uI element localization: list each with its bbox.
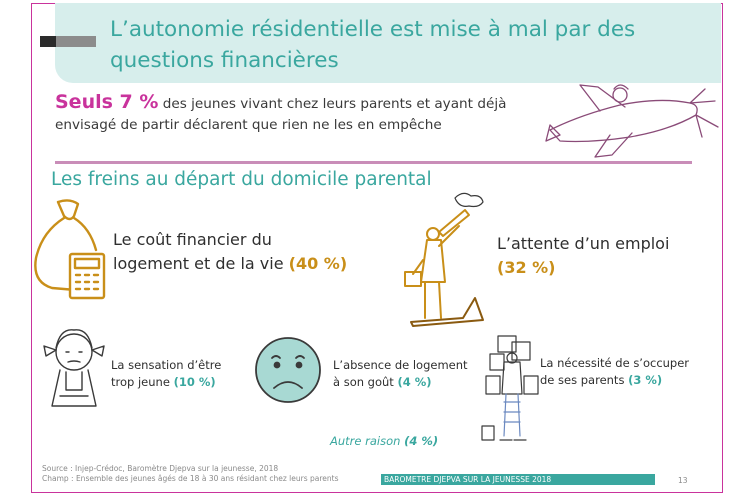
headline-line-1 [55, 92, 555, 115]
other-reason-label: Autre raison [330, 434, 405, 448]
airplane-icon [540, 75, 730, 165]
page-number: 13 [678, 476, 688, 485]
reason-housing-text-2: à son goût [333, 375, 398, 389]
reason-housing-line-2 [333, 374, 468, 391]
reason-cost-pct: (40 %) [288, 254, 348, 273]
reason-job-pct: (32 %) [497, 258, 556, 277]
reason-too-young-text-2: trop jeune [111, 375, 174, 389]
reason-job [497, 232, 669, 280]
headline-highlight: Seuls 7 % [55, 91, 159, 113]
other-reason [330, 434, 438, 448]
reason-care-parents-line-1: La nécessité de s’occuper [540, 356, 690, 370]
sad-face-icon [252, 334, 324, 406]
reason-cost-text-2: logement et de la vie [113, 254, 289, 273]
marker-grey [56, 36, 96, 47]
girl-face-icon [38, 320, 110, 410]
reason-care-parents [540, 355, 689, 389]
other-reason-pct: (4 %) [404, 434, 439, 448]
reason-housing-line-1: L’absence de logement [333, 358, 468, 372]
reason-cost-line-2 [113, 252, 347, 276]
reason-job-line-1: L’attente d’un emploi [497, 234, 670, 253]
reason-care-parents-pct: (3 %) [628, 373, 663, 387]
footer-band: BAROMETRE DJEPVA SUR LA JEUNESSE 2018 [381, 474, 655, 485]
money-bag-calculator-icon [30, 198, 110, 300]
reason-cost [113, 228, 347, 276]
marker-dark [40, 36, 56, 47]
reason-too-young-line-1: La sensation d’être [111, 358, 222, 372]
reason-too-young-pct: (10 %) [173, 375, 216, 389]
title-line-2: questions financières [110, 48, 339, 73]
source-line: Source : Injep-Crédoc, Baromètre Djepva sur la jeunesse, 2018 [42, 464, 279, 473]
headline-line-2: envisagé de partir déclarent que rien ne les en empêche [55, 117, 442, 133]
reason-care-parents-line-2 [540, 372, 689, 389]
person-carrying-bags-icon [484, 332, 542, 460]
headline [55, 92, 555, 136]
title-line-1: L’autonomie résidentielle est mise à mal par des [110, 17, 636, 42]
headline-text-1: des jeunes vivant chez leurs parents et ayant déjà [158, 96, 507, 112]
reason-housing [333, 357, 468, 391]
reason-housing-pct: (4 %) [397, 375, 432, 389]
source-note [42, 464, 372, 484]
scope-line: Champ : Ensemble des jeunes âgés de 18 à 30 ans résidant chez leurs parents [42, 474, 339, 483]
slide-title [110, 14, 710, 76]
reason-care-parents-text-2: de ses parents [540, 373, 629, 387]
title-marker [40, 36, 96, 47]
reason-cost-line-1: Le coût financier du [113, 230, 272, 249]
section-divider [55, 161, 692, 164]
reason-too-young [111, 357, 221, 391]
section-title: Les freins au départ du domicile parental [51, 169, 432, 190]
man-telescope-icon [403, 190, 495, 330]
reason-too-young-line-2 [111, 374, 221, 391]
